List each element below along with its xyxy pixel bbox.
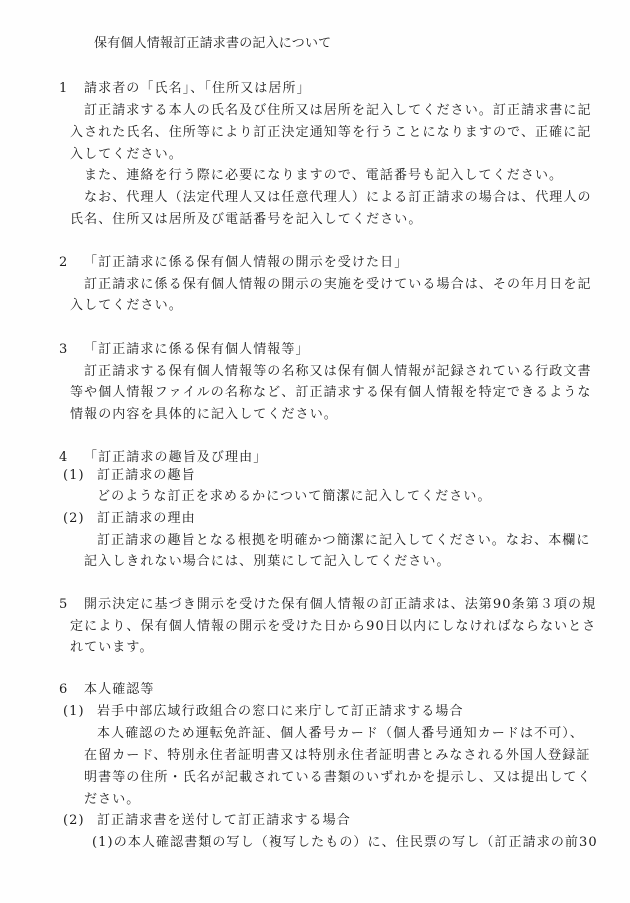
section-3-line: 等や個人情報ファイルの名称など、訂正請求する保有個人情報を特定できるような	[70, 385, 592, 400]
section-6-heading: 本人確認等	[84, 682, 155, 697]
section-6-number: 6	[59, 682, 69, 697]
section-1-line: また、連絡を行う際に必要になりますので、電話番号も記入してください。	[84, 168, 564, 183]
subsection-6-1-heading: 岩手中部広域行政組合の窓口に来庁して訂正請求する場合	[97, 704, 464, 719]
section-3-line: 訂正請求する保有個人情報等の名称又は保有個人情報が記録されている行政文書	[84, 364, 592, 379]
section-2-heading: 「訂正請求に係る保有個人情報の開示を受けた日」	[84, 255, 409, 270]
section-3-number: 3	[59, 342, 69, 357]
section-5-line: 定により、保有個人情報の開示を受けた日から90日以内にしなければならないとさ	[70, 619, 597, 634]
subsection-6-2-heading: 訂正請求書を送付して訂正請求する場合	[97, 813, 351, 828]
section-5-number: 5	[59, 597, 69, 612]
section-1-line: 氏名、住所又は居所及び電話番号を記入してください。	[70, 212, 423, 227]
subsection-6-1-number: (1)	[63, 704, 85, 719]
document-title: 保有個人情報訂正請求書の記入について	[94, 36, 332, 51]
section-2-number: 2	[59, 255, 69, 270]
subsection-4-2-line: 記入しきれない場合には、別葉にして記入してください。	[84, 554, 451, 569]
subsection-4-2-number: (2)	[63, 511, 85, 526]
subsection-4-1-number: (1)	[63, 468, 85, 483]
subsection-6-1-line: 在留カード、特別永住者証明書又は特別永住者証明書とみなされる外国人登録証	[84, 748, 591, 763]
section-4-number: 4	[59, 450, 69, 465]
section-3-heading: 「訂正請求に係る保有個人情報等」	[84, 342, 310, 357]
subsection-4-1-heading: 訂正請求の趣旨	[97, 468, 196, 483]
subsection-4-1-line: どのような訂正を求めるかについて簡潔に記入してください。	[97, 489, 492, 504]
subsection-6-2-line: (1)の本人確認書類の写し（複写したもの）に、住民票の写し（訂正請求の前30	[92, 835, 598, 850]
subsection-4-2-line: 訂正請求の趣旨となる根拠を明確かつ簡潔に記入してください。なお、本欄に	[97, 533, 591, 548]
subsection-4-2-heading: 訂正請求の理由	[97, 511, 196, 526]
section-5-line: れています。	[70, 640, 154, 655]
subsection-6-2-number: (2)	[63, 813, 85, 828]
section-1-line: 入された氏名、住所等により訂正決定通知等を行うことになりますので、正確に記	[70, 125, 592, 140]
section-2-line: 訂正請求に係る保有個人情報の開示の実施を受けている場合は、その年月日を記	[84, 277, 592, 292]
section-4-heading: 「訂正請求の趣旨及び理由」	[84, 450, 268, 465]
subsection-6-1-line: 明書等の住所・氏名が記載されている書類のいずれかを提示し、又は提出してく	[84, 770, 592, 785]
section-3-line: 情報の内容を具体的に記入してください。	[70, 407, 338, 422]
section-1-line: 訂正請求する本人の氏名及び住所又は居所を記入してください。訂正請求書に記	[84, 103, 592, 118]
subsection-6-1-line: ださい。	[84, 792, 141, 807]
subsection-6-1-line: 本人確認のため運転免許証、個人番号カード（個人番号通知カードは不可）、	[97, 726, 585, 741]
section-1-line: 入してください。	[70, 147, 183, 162]
section-1-number: 1	[59, 81, 69, 96]
section-2-line: 入してください。	[70, 298, 183, 313]
section-1-line: なお、代理人（法定代理人又は任意代理人）による訂正請求の場合は、代理人の	[84, 190, 592, 205]
section-1-heading: 請求者の「氏名」、「住所又は居所」	[84, 81, 311, 96]
section-5-heading: 開示決定に基づき開示を受けた保有個人情報の訂正請求は、法第90条第３項の規	[84, 597, 597, 612]
